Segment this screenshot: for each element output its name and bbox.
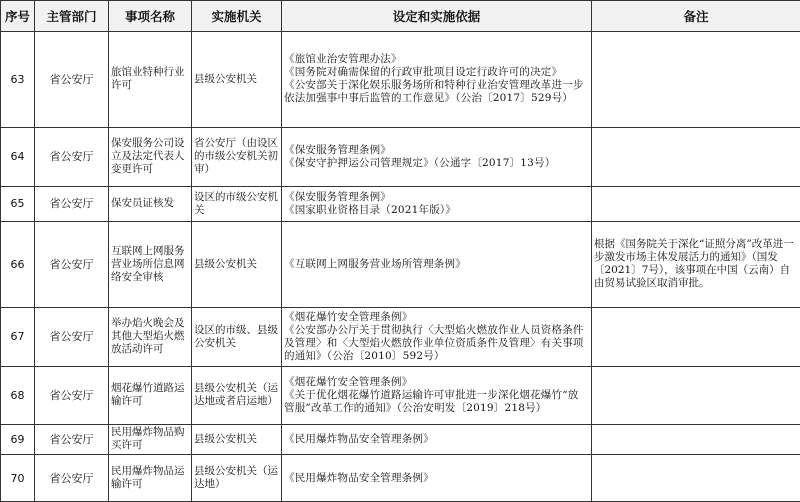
cell-dept: 省公安厅 [35,32,109,128]
cell-item: 举办焰火晚会及其他大型焰火燃放活动许可 [109,307,192,366]
table-row [1,186,800,222]
cell-agency: 省公安厅（由设区的市级公安机关初审） [192,127,282,186]
table-row [1,127,800,186]
cell-agency: 县级公安机关 [192,424,282,455]
basis-line: 《关于优化烟花爆竹道路运输许可审批进一步深化烟花爆竹“放管服”改革工作的通知》（公治安明发〔2019〕218号） [284,388,579,414]
cell-remark [592,307,800,366]
basis-line: 《烟花爆竹安全管理条例》 [284,310,413,323]
cell-agency: 县级公安机关（运达地或者启运地） [192,366,282,424]
table-row [1,307,800,366]
cell-remark [592,455,800,502]
basis-line: 《国务院对确需保留的行政审批项目设定行政许可的决定》 [284,66,563,79]
cell-remark: 根据《国务院关于深化“证照分离”改革进一步激发市场主体发展活力的通知》（国发〔2021〕7号），该事项在中国（云南）自由贸易试验区取消审批。 [592,222,800,307]
header-agency: 实施机关 [192,1,282,32]
cell-item: 旅馆业特种行业许可 [109,32,192,128]
header-item: 事项名称 [109,1,192,32]
cell-agency: 县级公安机关 [192,222,282,307]
cell-agency: 设区的市级公安机关 [192,186,282,222]
basis-line: 《保安服务管理条例》 [284,190,391,203]
header-dept: 主管部门 [35,1,109,32]
cell-agency: 县级公安机关 [192,32,282,128]
cell-remark [592,424,800,455]
cell-dept: 省公安厅 [35,186,109,222]
header-remark: 备注 [592,1,800,32]
cell-remark [592,366,800,424]
basis-line: 《保安守护押运公司管理规定》（公通字〔2017〕13号） [284,156,556,169]
cell-dept: 省公安厅 [35,455,109,502]
basis-line: 《国家职业资格目录（2021年版）》 [284,203,457,216]
table-row [1,366,800,424]
basis-line: 《民用爆炸物品安全管理条例》 [284,471,434,484]
cell-basis [282,127,592,186]
cell-item: 互联网上网服务营业场所信息网络安全审核 [109,222,192,307]
cell-seq: 69 [1,424,35,455]
basis-line: 《烟花爆竹安全管理条例》 [284,375,413,388]
header-row [1,1,800,32]
cell-item: 民用爆炸物品运输许可 [109,455,192,502]
cell-basis [282,222,592,307]
cell-basis [282,366,592,424]
cell-seq: 63 [1,32,35,128]
cell-seq: 64 [1,127,35,186]
cell-dept: 省公安厅 [35,424,109,455]
cell-seq: 66 [1,222,35,307]
basis-line: 《民用爆炸物品安全管理条例》 [284,432,434,445]
cell-seq: 65 [1,186,35,222]
cell-basis [282,424,592,455]
cell-item: 民用爆炸物品购买许可 [109,424,192,455]
header-seq: 序号 [1,1,35,32]
basis-line: 《公安部关于深化娱乐服务场所和特种行业治安管理改革进一步依法加强事中事后监管的工作意见》（公治〔2017〕529号） [284,79,584,105]
cell-remark [592,186,800,222]
cell-dept: 省公安厅 [35,222,109,307]
cell-dept: 省公安厅 [35,127,109,186]
cell-basis [282,455,592,502]
cell-seq: 67 [1,307,35,366]
cell-item: 保安员证核发 [109,186,192,222]
basis-line: 《旅馆业治安管理办法》 [284,53,402,66]
cell-agency: 设区的市级、县级公安机关 [192,307,282,366]
header-basis: 设定和实施依据 [282,1,592,32]
table-row [1,424,800,455]
cell-remark [592,32,800,128]
cell-seq: 68 [1,366,35,424]
basis-line: 《保安服务管理条例》 [284,143,391,156]
basis-line: 《互联网上网服务营业场所管理条例》 [284,257,466,270]
cell-basis [282,307,592,366]
cell-item: 保安服务公司设立及法定代表人变更许可 [109,127,192,186]
cell-item: 烟花爆竹道路运输许可 [109,366,192,424]
cell-dept: 省公安厅 [35,366,109,424]
basis-line: 《公安部办公厅关于贯彻执行〈大型焰火燃放作业人员资格条件及管理〉和〈大型焰火燃放作业单位资质条件及管理〉有关事项的通知》（公治〔2010〕592号） [284,323,584,362]
cell-seq: 70 [1,455,35,502]
cell-dept: 省公安厅 [35,307,109,366]
cell-remark [592,127,800,186]
table-row [1,222,800,307]
cell-basis [282,32,592,128]
table-row [1,32,800,128]
table-row [1,455,800,502]
cell-basis [282,186,592,222]
cell-agency: 县级公安机关（运达地） [192,455,282,502]
